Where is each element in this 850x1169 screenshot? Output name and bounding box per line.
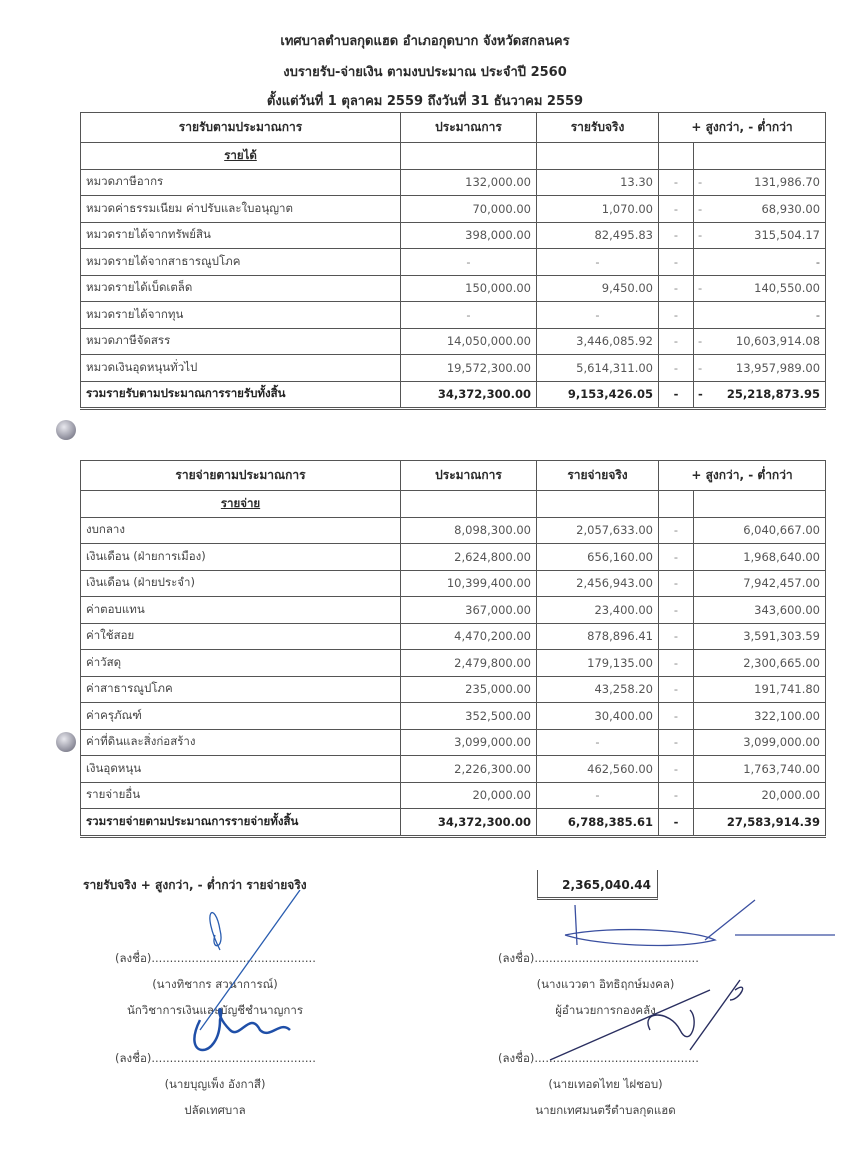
row-diff [694,355,826,382]
row-actual: 43,258.20 [537,676,659,703]
row-diff-value: 13,957,989.00 [735,360,821,375]
table-row [81,597,826,624]
expense-table [80,460,826,838]
row-label: หมวดค่าธรรมเนียม ค่าปรับและใบอนุญาต [81,196,401,223]
signature-block-finance-director [498,950,713,1020]
total-row [81,381,826,409]
row-sign: - [659,597,694,624]
row-estimate: 2,624,800.00 [401,544,537,571]
sign-line: (ลงชื่อ)............................................. [498,1051,699,1065]
table-row [81,782,826,809]
total-estimate: 34,372,300.00 [401,381,537,409]
total-sign: - [659,381,694,409]
row-actual: 878,896.41 [537,623,659,650]
col-header-estimate: ประมาณการ [401,461,537,491]
row-diff: 1,763,740.00 [694,756,826,783]
row-sign: - [659,544,694,571]
punch-hole [56,732,76,752]
signer-name: (นายเทอดไทย ไฝชอบ) [548,1077,663,1091]
row-diff-sign: - [698,228,703,243]
row-estimate: 132,000.00 [401,169,537,196]
signer-name: (นางทิชากร สวนาการณ์) [152,977,278,991]
row-sign: - [659,302,694,329]
row-actual: 2,057,633.00 [537,517,659,544]
total-row [81,809,826,837]
row-sign: - [659,328,694,355]
row-label: หมวดรายได้จากสาธารณูปโภค [81,249,401,276]
row-estimate: 3,099,000.00 [401,729,537,756]
row-diff: 2,300,665.00 [694,650,826,677]
row-label: ค่าใช้สอย [81,623,401,650]
sign-line: (ลงชื่อ)............................................. [498,951,699,965]
col-header-diff: + สูงกว่า, - ต่ำกว่า [659,113,826,143]
signer-position: ปลัดเทศบาล [184,1103,246,1117]
row-sign: - [659,756,694,783]
row-diff-sign: - [698,281,703,296]
row-actual: - [537,729,659,756]
expense-header-row [81,461,826,491]
row-actual: 30,400.00 [537,703,659,730]
row-sign: - [659,196,694,223]
org-title: เทศบาลตำบลกุดแฮด อำเภอกุดบาก จังหวัดสกลนคร [280,34,570,49]
row-diff [694,169,826,196]
row-estimate: 14,050,000.00 [401,328,537,355]
table-row [81,623,826,650]
total-diff-sign: - [698,387,703,402]
row-diff: 6,040,667.00 [694,517,826,544]
row-estimate: 235,000.00 [401,676,537,703]
total-estimate: 34,372,300.00 [401,809,537,837]
signature-block-mayor [498,1050,713,1120]
row-sign: - [659,355,694,382]
row-diff: 322,100.00 [694,703,826,730]
row-sign: - [659,570,694,597]
row-actual: 23,400.00 [537,597,659,624]
row-diff: 20,000.00 [694,782,826,809]
row-sign: - [659,676,694,703]
row-actual: - [537,302,659,329]
summary-label: รายรับจริง + สูงกว่า, - ต่ำกว่า รายจ่ายจริง [83,878,307,892]
row-actual: 13.30 [537,169,659,196]
table-row [81,703,826,730]
row-label: เงินเดือน (ฝ่ายการเมือง) [81,544,401,571]
report-period: ตั้งแต่วันที่ 1 ตุลาคม 2559 ถึงวันที่ 31 ธันวาคม 2559 [266,94,584,109]
table-row [81,328,826,355]
row-actual: 462,560.00 [537,756,659,783]
row-label: หมวดภาษีอากร [81,169,401,196]
row-diff-sign: - [698,360,703,375]
row-diff-value: 68,930.00 [761,201,821,216]
table-row [81,302,826,329]
row-estimate: 20,000.00 [401,782,537,809]
row-diff-sign: - [698,334,703,349]
row-diff: 3,591,303.59 [694,623,826,650]
row-sign: - [659,222,694,249]
row-actual: 656,160.00 [537,544,659,571]
row-sign: - [659,623,694,650]
total-sign: - [659,809,694,837]
row-actual: 9,450.00 [537,275,659,302]
table-row [81,196,826,223]
row-sign: - [659,249,694,276]
row-label: หมวดเงินอุดหนุนทั่วไป [81,355,401,382]
signer-position: นักวิชาการเงินและบัญชีชำนาญการ [126,1003,304,1017]
row-diff-sign: - [698,201,703,216]
row-sign: - [659,703,694,730]
row-estimate: 10,399,400.00 [401,570,537,597]
section-label: รายได้ [81,143,401,170]
row-actual: 3,446,085.92 [537,328,659,355]
total-diff [694,381,826,409]
row-estimate: - [401,249,537,276]
signer-position: ผู้อำนวยการกองคลัง [555,1003,656,1017]
row-diff: 1,968,640.00 [694,544,826,571]
total-diff: 27,583,914.39 [694,809,826,837]
row-estimate: 70,000.00 [401,196,537,223]
col-header-expense: รายจ่ายตามประมาณการ [81,461,401,491]
row-diff-value: 10,603,914.08 [735,334,821,349]
income-header-row [81,113,826,143]
row-label: ค่าวัสดุ [81,650,401,677]
table-row [81,650,826,677]
row-sign: - [659,517,694,544]
row-label: ค่าที่ดินและสิ่งก่อสร้าง [81,729,401,756]
sign-line: (ลงชื่อ)............................................. [115,1051,316,1065]
row-actual: 179,135.00 [537,650,659,677]
col-header-income: รายรับตามประมาณการ [81,113,401,143]
total-diff-value: 25,218,873.95 [726,387,821,402]
col-header-diff: + สูงกว่า, - ต่ำกว่า [659,461,826,491]
col-header-actual: รายจ่ายจริง [537,461,659,491]
row-label: หมวดภาษีจัดสรร [81,328,401,355]
table-row [81,169,826,196]
row-sign: - [659,275,694,302]
table-row [81,756,826,783]
row-sign: - [659,650,694,677]
row-label: หมวดรายได้จากทุน [81,302,401,329]
row-label: ค่าตอบแทน [81,597,401,624]
row-label: หมวดรายได้จากทรัพย์สิน [81,222,401,249]
row-actual: 82,495.83 [537,222,659,249]
table-row [81,517,826,544]
row-diff: - [694,249,826,276]
section-label: รายจ่าย [81,491,401,518]
sign-line: (ลงชื่อ)............................................. [115,951,316,965]
row-diff: 343,600.00 [694,597,826,624]
row-sign: - [659,782,694,809]
col-header-estimate: ประมาณการ [401,113,537,143]
table-row [81,729,826,756]
row-diff: 191,741.80 [694,676,826,703]
income-table [80,112,826,410]
table-row [81,355,826,382]
row-estimate: 19,572,300.00 [401,355,537,382]
row-label: ค่าสาธารณูปโภค [81,676,401,703]
income-section-row [81,143,826,170]
row-diff [694,196,826,223]
row-estimate: 2,479,800.00 [401,650,537,677]
table-row [81,222,826,249]
row-diff-value: 140,550.00 [754,281,821,296]
row-actual: 5,614,311.00 [537,355,659,382]
row-sign: - [659,729,694,756]
col-header-actual: รายรับจริง [537,113,659,143]
row-actual: 1,070.00 [537,196,659,223]
table-row [81,676,826,703]
table-row [81,249,826,276]
total-actual: 9,153,426.05 [537,381,659,409]
row-actual: - [537,249,659,276]
table-row [81,570,826,597]
row-estimate: 352,500.00 [401,703,537,730]
row-diff [694,328,826,355]
signature-block-clerk [115,1050,315,1120]
row-sign: - [659,169,694,196]
total-label: รวมรายจ่ายตามประมาณการรายจ่ายทั้งสิ้น [81,809,401,837]
report-title: งบรายรับ-จ่ายเงิน ตามงบประมาณ ประจำปี 2560 [283,65,567,80]
row-estimate: 367,000.00 [401,597,537,624]
row-diff [694,222,826,249]
total-actual: 6,788,385.61 [537,809,659,837]
row-diff-value: 131,986.70 [754,175,821,190]
row-diff: 7,942,457.00 [694,570,826,597]
row-estimate: 8,098,300.00 [401,517,537,544]
row-estimate: 398,000.00 [401,222,537,249]
expense-section-row [81,491,826,518]
row-estimate: 150,000.00 [401,275,537,302]
row-diff-sign: - [698,175,703,190]
row-label: เงินอุดหนุน [81,756,401,783]
row-actual: - [537,782,659,809]
row-label: ค่าครุภัณฑ์ [81,703,401,730]
row-label: รายจ่ายอื่น [81,782,401,809]
punch-hole [56,420,76,440]
row-diff: 3,099,000.00 [694,729,826,756]
row-label: หมวดรายได้เบ็ดเตล็ด [81,275,401,302]
row-estimate: 2,226,300.00 [401,756,537,783]
table-row [81,275,826,302]
row-label: เงินเดือน (ฝ่ายประจำ) [81,570,401,597]
row-estimate: 4,470,200.00 [401,623,537,650]
row-label: งบกลาง [81,517,401,544]
row-diff: - [694,302,826,329]
total-label: รวมรายรับตามประมาณการรายรับทั้งสิ้น [81,381,401,409]
row-diff [694,275,826,302]
summary-value: 2,365,040.44 [537,870,658,900]
table-row [81,544,826,571]
row-diff-value: 315,504.17 [754,228,821,243]
signature-block-accountant [115,950,315,1020]
signer-name: (นายบุญเพ็ง อังกาสี) [164,1077,266,1091]
row-estimate: - [401,302,537,329]
row-actual: 2,456,943.00 [537,570,659,597]
signer-position: นายกเทศมนตรีตำบลกุดแฮด [535,1103,676,1117]
signer-name: (นางแววตา อิทธิฤกษ์มงคล) [536,977,675,991]
